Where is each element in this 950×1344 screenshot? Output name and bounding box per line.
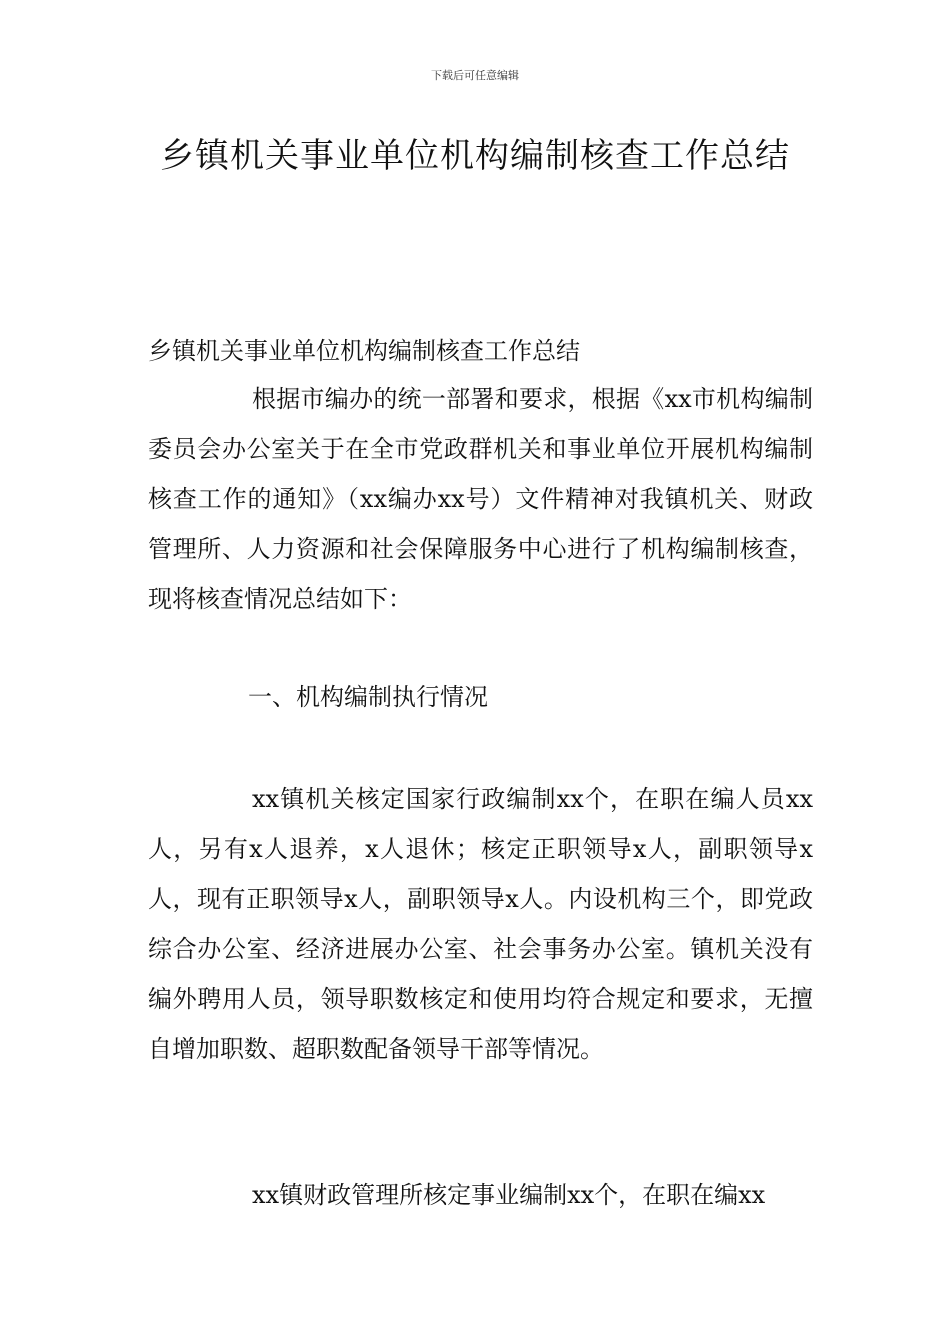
section-heading: 一、机构编制执行情况 [248, 683, 488, 711]
header-note: 下载后可任意编辑 [431, 69, 519, 82]
body-paragraph: xx镇机关核定国家行政编制xx个，在职在编人员xx人，另有x人退养，x人退休；核定正职领导x人，副职领导x人，现有正职领导x人，副职领导x人。内设机构三个，即党政综合办公室、经济进展办公室、社会事务办公室。镇机关没有编外聘用人员，领导职数核定和使用均符合规定和要求，无擅自增加职数、超职数配备领导干部等情况。 [148, 785, 813, 1063]
document-subtitle: 乡镇机关事业单位机构编制核查工作总结 [148, 337, 580, 365]
body-paragraph-continued: xx镇财政管理所核定事业编制xx个，在职在编xx [252, 1181, 766, 1209]
document-title: 乡镇机关事业单位机构编制核查工作总结 [160, 136, 790, 176]
intro-paragraph: 根据市编办的统一部署和要求，根据《xx市机构编制委员会办公室关于在全市党政群机关和事业单位开展机构编制核查工作的通知》（xx编办xx号）文件精神对我镇机关、财政管理所、人力资源和社会保障服务中心进行了机构编制核查，现将核查情况总结如下： [148, 385, 813, 613]
